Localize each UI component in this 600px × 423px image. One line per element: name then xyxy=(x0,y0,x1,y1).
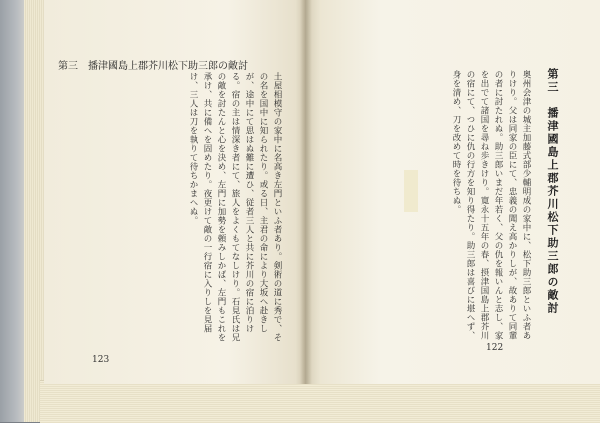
right-page-body-text: 奥州会津の城主加藤式部少輔明成の家中に、松下助三郎といふ者ありけり。父は同家の臣にて、忠義の聞え高かりしが、故ありて同輩の者に討たれぬ。助三郎いまだ年若く、父の仇を報いんと志し、家を出でて諸国を尋ね歩きけり。寛永十五年の春、摂津国島上郡芥川の宿にて、つひに仇の行方を知り得たり。助三郎は喜びに堪へず、身を清め、刀を改めて時を待ちぬ。 xyxy=(451,70,531,340)
running-head-left: 第三 播津國島上郡芥川松下助三郎の敵討 xyxy=(58,61,248,72)
page-stack-bottom xyxy=(40,380,600,423)
book-gutter xyxy=(300,0,312,384)
chapter-heading: 第三 播津國島上郡芥川松下助三郎の敵討 xyxy=(546,68,559,315)
left-page-body-text: 土屋相模守の家中に名高き左門といふ者あり。剣術の道に秀で、その名を国中に知られたり。或る日、主君の命により大坂へ赴きしが、途中にて思はぬ難に遭ひ、従者三人と共に芥川の宿に泊りける。宿の主は情深き者にて、旅人をよくもてなしけり。石見氏は兄の敵を討たんと心を決め、左門に加勢を頼みしかば、左門もこれを承け、共に備へを固めたり。夜更けて敵の一行宿に入りしを見届け、三人は刀を執りて待ちかまへぬ。 xyxy=(188,72,282,342)
right-page-number: 122 xyxy=(486,343,504,353)
left-page-number: 123 xyxy=(92,355,110,365)
